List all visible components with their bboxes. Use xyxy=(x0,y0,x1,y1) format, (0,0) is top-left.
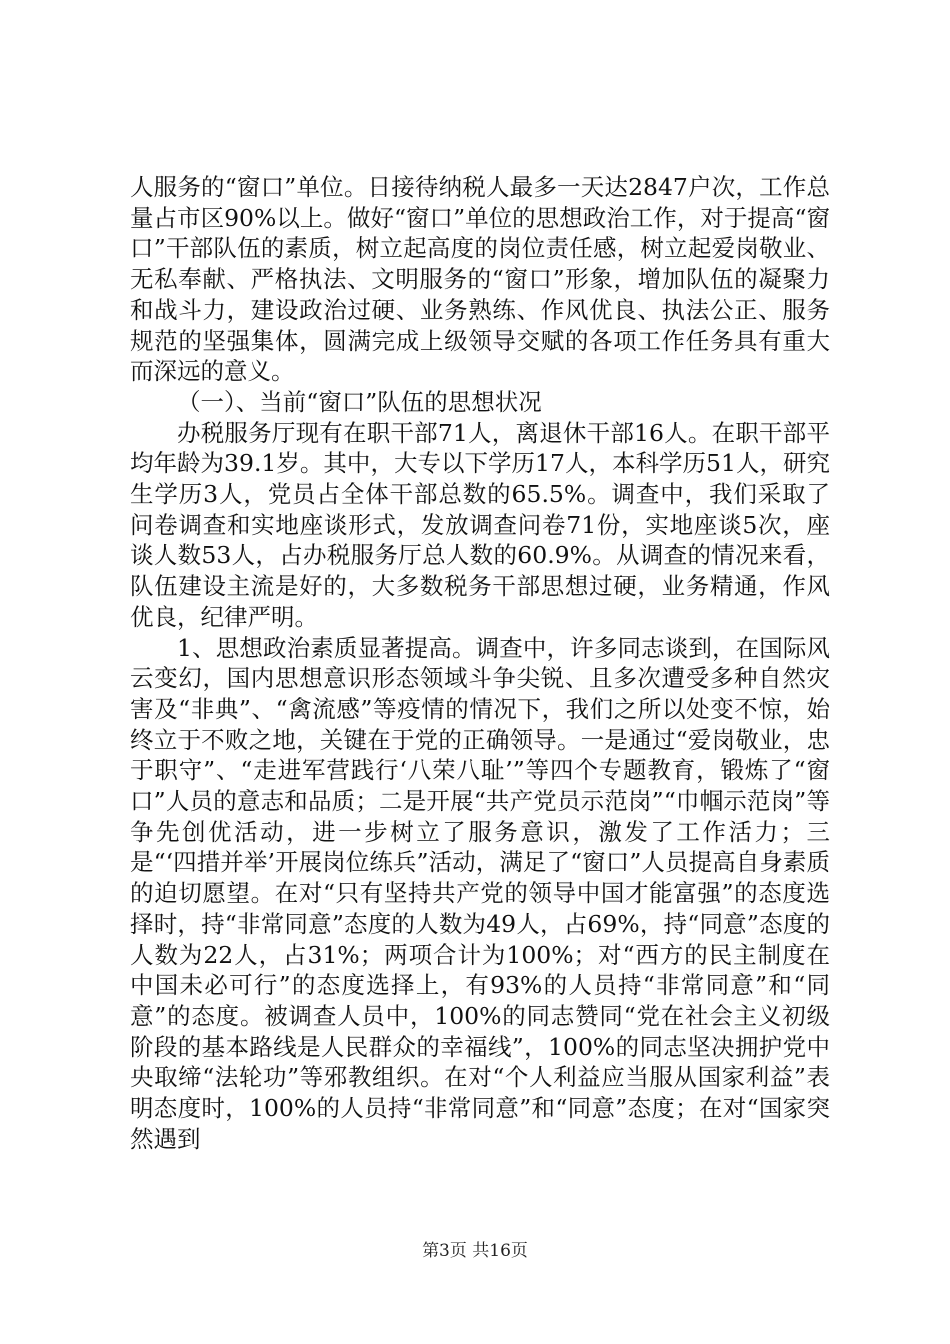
paragraph-staff-statistics: 办税服务厅现有在职干部71人，离退休干部16人。在职干部平均年龄为39.1岁。其中，大专以下学历17人，本科学历51人，研究生学历3人，党员占全体干部总数的65.5%。调查中，我们采取了问卷调查和实地座谈形式，发放调查问卷71份，实地座谈5次，座谈人数53人，占办税服务厅总人数的60.9%。从调查的情况来看，队伍建设主流是好的，大多数税务干部思想过硬，业务精通，作风优良，纪律严明。 xyxy=(130,418,830,631)
paragraph-political-quality: 1、思想政治素质显著提高。调查中，许多同志谈到，在国际风云变幻，国内思想意识形态领域斗争尖锐、且多次遭受多种自然灾害及“非典”、“禽流感”等疫情的情况下，我们之所以处变不惊，始终立于不败之地，关键在于党的正确领导。一是通过“爱岗敬业，忠于职守”、“走进军营践行‘八荣八耻’”等四个专题教育，锻炼了“窗口”人员的意志和品质；二是开展“共产党员示范岗”“巾帼示范岗”等争先创优活动，进一步树立了服务意识，激发了工作活力；三是“‘四措并举’开展岗位练兵”活动，满足了“窗口”人员提高自身素质的迫切愿望。在对“只有坚持共产党的领导中国才能富强”的态度选择时，持“非常同意”态度的人数为49人，占69%，持“同意”态度的人数为22人，占31%；两项合计为100%；对“西方的民主制度在中国未必可行”的态度选择上，有93%的人员持“非常同意”和“同意”的态度。被调查人员中，100%的同志赞同“党在社会主义初级阶段的基本路线是人民群众的幸福线”，100%的同志坚决拥护党中央取缔“法轮功”等邪教组织。在对“个人利益应当服从国家利益”表明态度时，100%的人员持“非常同意”和“同意”态度；在对“国家突然遇到 xyxy=(130,633,830,1153)
document-body xyxy=(130,172,830,1155)
page-number-footer: 第3页 共16页 xyxy=(422,1241,528,1261)
section-heading-team-ideology: （一）、当前“窗口”队伍的思想状况 xyxy=(177,387,542,416)
paragraph-window-unit-significance: 人服务的“窗口”单位。日接待纳税人最多一天达2847户次，工作总量占市区90%以上。做好“窗口”单位的思想政治工作，对于提高“窗口”干部队伍的素质，树立起高度的岗位责任感，树立起爱岗敬业、无私奉献、严格执法、文明服务的“窗口”形象，增加队伍的凝聚力和战斗力，建设政治过硬、业务熟练、作风优良、执法公正、服务规范的坚强集体，圆满完成上级领导交赋的各项工作任务具有重大而深远的意义。 xyxy=(130,173,830,386)
